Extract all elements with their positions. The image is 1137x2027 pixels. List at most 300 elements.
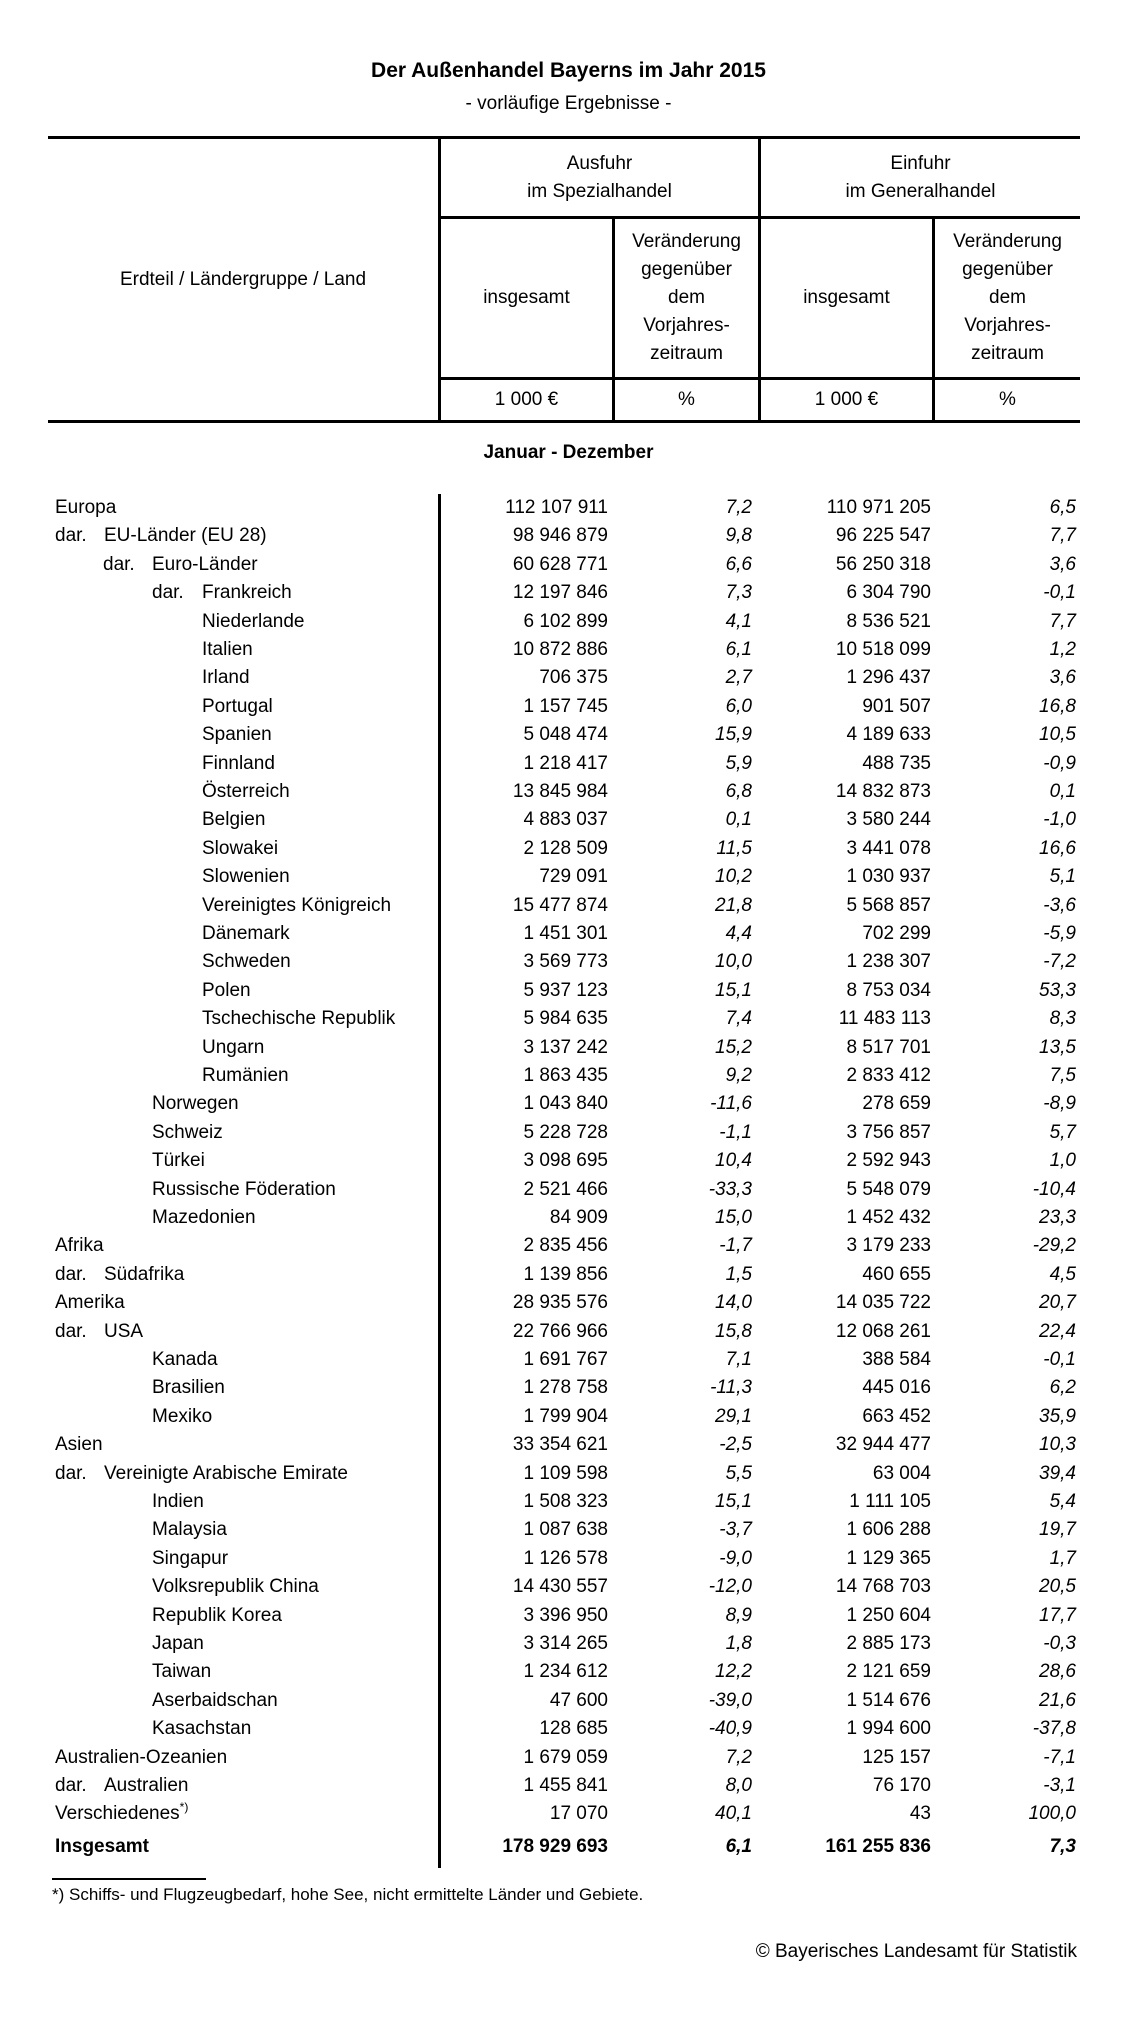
row-label [152, 1573, 319, 1601]
row-label [202, 664, 250, 692]
export-total-value: 10 872 886 [512, 639, 608, 660]
row-prefix: dar. [55, 1462, 87, 1484]
row-label-text: Aserbaidschan [152, 1689, 278, 1711]
export-total-value: 1 087 638 [523, 1519, 608, 1541]
unit-text: % [999, 389, 1016, 410]
table-row [0, 1602, 1137, 1630]
row-label-text: Belgien [202, 809, 266, 831]
table-row [0, 1431, 1137, 1459]
import-change-value: 21,6 [1039, 1689, 1076, 1711]
import-total-value: 56 250 318 [835, 553, 931, 575]
table-row [0, 1034, 1137, 1062]
row-label-text: Türkei [152, 1150, 205, 1172]
export-total-value: 5 937 123 [523, 979, 608, 1001]
table-row [0, 1715, 1137, 1743]
export-change-value: 8,9 [725, 1604, 752, 1626]
export-total-header-text: insgesamt [483, 287, 570, 308]
row-label [152, 1346, 218, 1374]
import-change-value: 7,5 [1049, 1065, 1076, 1086]
row-label [152, 1545, 228, 1573]
table-row [0, 1204, 1137, 1232]
import-total-value: 11 483 113 [838, 1008, 931, 1030]
import-total-value: 1 250 604 [846, 1604, 931, 1626]
table-row [0, 1744, 1137, 1772]
export-total-value: 706 375 [539, 667, 608, 689]
import-total-value: 14 768 703 [835, 1576, 931, 1598]
import-change-value: -7,1 [1043, 1746, 1076, 1768]
export-change-value: -11,6 [710, 1093, 752, 1115]
row-label [202, 608, 304, 636]
row-label [202, 778, 290, 806]
table-row [0, 551, 1137, 579]
import-total-value: 388 584 [862, 1349, 931, 1370]
row-label [104, 522, 267, 550]
import-total-value: 278 659 [862, 1093, 931, 1115]
row-label-text: Slowenien [202, 866, 290, 888]
import-total-value: 663 452 [862, 1405, 931, 1427]
row-label-text: Indien [152, 1491, 204, 1512]
export-change-value: 12,2 [715, 1661, 752, 1683]
table-row [0, 522, 1137, 550]
row-label [152, 1090, 239, 1118]
export-total-value: 4 883 037 [523, 809, 608, 831]
import-change-value: 1,7 [1049, 1547, 1076, 1569]
table-row [0, 778, 1137, 806]
row-label-text: Asien [55, 1434, 103, 1456]
import-change-value: 6,5 [1049, 497, 1076, 518]
row-label-text: Republik Korea [152, 1604, 282, 1626]
row-label [202, 693, 273, 721]
import-change-value: -37,8 [1032, 1718, 1076, 1740]
export-total-value: 13 845 984 [512, 781, 608, 802]
import-total-value: 8 753 034 [846, 979, 931, 1001]
table-row [0, 1232, 1137, 1260]
export-change-value: 10,2 [715, 866, 752, 888]
export-change-value: 10,4 [715, 1150, 752, 1172]
table-row [0, 863, 1137, 891]
import-total-value: 1 606 288 [846, 1519, 931, 1541]
table-row [0, 1630, 1137, 1658]
import-change-value: 16,8 [1039, 695, 1076, 717]
row-prefix: dar. [55, 1263, 87, 1285]
total-row [0, 1833, 1137, 1861]
footnote: *) Schiffs- und Flugzeugbedarf, hohe See, nicht ermittelte Länder und Gebiete. [52, 1885, 644, 1904]
import-change-value: 17,7 [1039, 1604, 1076, 1626]
row-label [202, 1005, 395, 1033]
table-row [0, 835, 1137, 863]
change-header-line: dem [989, 287, 1026, 308]
table-row [0, 1403, 1137, 1431]
export-change-value: 15,1 [715, 979, 752, 1001]
import-total-value: 12 068 261 [835, 1320, 931, 1342]
export-change-value: 5,5 [725, 1462, 752, 1484]
table-row [0, 721, 1137, 749]
import-total-value: 2 885 173 [846, 1633, 931, 1654]
row-label-text: Rumänien [202, 1065, 289, 1086]
row-label-text: Singapur [152, 1547, 229, 1569]
export-change-value: -1,1 [719, 1121, 752, 1143]
export-change-value: 6,6 [725, 553, 752, 575]
export-total-value: 12 197 846 [512, 582, 608, 604]
row-prefix: dar. [55, 1775, 87, 1796]
change-header-line: gegenüber [962, 259, 1053, 280]
import-total-value: 161 255 836 [825, 1836, 931, 1857]
export-total-value: 1 451 301 [523, 923, 608, 944]
import-change-value: 5,7 [1049, 1121, 1076, 1143]
export-total-value: 1 278 758 [523, 1377, 608, 1399]
import-change-value: 1,2 [1049, 639, 1076, 660]
export-total-value: 178 929 693 [502, 1836, 608, 1857]
import-group-header [761, 139, 1080, 216]
export-total-value: 14 430 557 [512, 1576, 608, 1598]
import-change-value: 7,7 [1049, 610, 1076, 632]
export-change-value: 2,7 [725, 667, 752, 689]
import-change-value: -1,0 [1043, 809, 1076, 831]
row-label-text: Mazedonien [152, 1207, 256, 1228]
row-label-text: Ungarn [202, 1036, 265, 1058]
change-header-line: zeitraum [971, 343, 1044, 364]
table-row [0, 636, 1137, 664]
import-change-value: -7,2 [1043, 951, 1076, 973]
export-total-value: 47 600 [549, 1689, 608, 1711]
import-change-value: 7,3 [1049, 1836, 1076, 1857]
export-change-value: 7,2 [725, 497, 752, 518]
import-change-value: 23,3 [1039, 1207, 1076, 1228]
import-total-value: 901 507 [862, 695, 931, 717]
export-change-value: 21,8 [715, 894, 752, 916]
row-label-text: Australien-Ozeanien [55, 1746, 228, 1768]
export-change-value: 10,0 [715, 951, 752, 973]
export-total-value: 1 126 578 [523, 1547, 608, 1569]
import-group-line: im Generalhandel [845, 180, 996, 202]
row-label [152, 1602, 282, 1630]
export-change-value: 15,2 [715, 1036, 752, 1058]
row-label-text: Vereinigtes Königreich [202, 894, 392, 916]
row-label-text: Niederlande [202, 610, 305, 632]
table-row [0, 892, 1137, 920]
import-total-value: 1 994 600 [846, 1718, 931, 1740]
export-change-value: 8,0 [725, 1775, 752, 1796]
export-total-value: 1 508 323 [523, 1491, 608, 1512]
export-total-value: 3 137 242 [523, 1036, 608, 1058]
export-total-value: 2 128 509 [523, 837, 608, 859]
import-change-value: -3,6 [1043, 894, 1076, 916]
row-label-text: Tschechische Republik [202, 1008, 396, 1030]
import-total-value: 1 111 105 [849, 1491, 931, 1512]
import-pct-unit [935, 380, 1080, 420]
export-change-value: 9,2 [725, 1065, 752, 1086]
row-label-text: Schweden [202, 951, 291, 973]
export-total-value: 60 628 771 [512, 553, 608, 575]
import-change-value: 20,7 [1039, 1292, 1076, 1314]
import-change-value: -8,9 [1043, 1093, 1076, 1115]
table-row [0, 1318, 1137, 1346]
row-label [202, 579, 292, 607]
row-label-text: Euro-Länder [152, 553, 258, 575]
export-change-value: 11,5 [716, 837, 752, 859]
row-label-text: Spanien [202, 724, 272, 746]
row-label [104, 1318, 143, 1346]
import-change-value: 35,9 [1039, 1405, 1076, 1427]
row-label-text: EU-Länder (EU 28) [104, 525, 267, 547]
row-label-text: Italien [202, 639, 253, 660]
row-label-text: Australien [104, 1775, 189, 1796]
row-label [55, 1289, 125, 1317]
row-label [152, 1630, 204, 1658]
export-change-value: 4,4 [725, 923, 752, 944]
row-prefix: dar. [55, 525, 87, 547]
import-change-value: 4,5 [1049, 1263, 1076, 1285]
change-header-line: Vorjahres- [643, 315, 730, 336]
row-label [202, 948, 291, 976]
import-total-value: 3 756 857 [846, 1121, 931, 1143]
export-change-value: 15,1 [715, 1491, 752, 1512]
export-change-value: -1,7 [719, 1235, 752, 1257]
row-label-text: USA [104, 1320, 144, 1342]
row-label-text: Japan [152, 1633, 204, 1654]
unit-text: % [678, 389, 695, 410]
import-total-value: 1 238 307 [846, 951, 931, 973]
import-change-value: 0,1 [1049, 781, 1076, 802]
table-row [0, 608, 1137, 636]
row-label [152, 1176, 336, 1204]
total-label: Insgesamt [55, 1836, 149, 1857]
row-label-text: Österreich [202, 781, 290, 802]
row-label [152, 1147, 205, 1175]
export-change-value: 4,1 [725, 610, 752, 632]
table-row [0, 1573, 1137, 1601]
page-title: Der Außenhandel Bayerns im Jahr 2015 [371, 59, 766, 82]
row-label-text: Portugal [202, 695, 273, 717]
row-label-text: Kanada [152, 1349, 218, 1370]
table-row [0, 1119, 1137, 1147]
row-prefix: dar. [103, 553, 135, 575]
table-row [0, 664, 1137, 692]
export-total-value: 112 107 911 [505, 497, 608, 518]
export-total-value: 3 396 950 [523, 1604, 608, 1626]
import-change-value: 5,4 [1049, 1491, 1076, 1512]
import-change-value: -0,9 [1043, 752, 1076, 774]
export-change-value: 7,1 [725, 1349, 752, 1370]
import-total-value: 5 568 857 [846, 894, 931, 916]
import-total-value: 8 536 521 [846, 610, 931, 632]
row-label [152, 1119, 223, 1147]
row-label [152, 1374, 225, 1402]
import-change-value: 100,0 [1028, 1803, 1076, 1825]
change-header-line: zeitraum [650, 343, 723, 364]
import-total-value: 2 592 943 [846, 1150, 931, 1172]
import-total-value: 488 735 [862, 752, 931, 774]
row-prefix: dar. [55, 1320, 87, 1342]
import-total-value: 1 514 676 [846, 1689, 931, 1711]
export-change-value: 15,8 [715, 1320, 752, 1342]
table-row [0, 1545, 1137, 1573]
import-unit [761, 380, 932, 420]
export-change-value: -12,0 [708, 1576, 752, 1598]
import-total-value: 10 518 099 [835, 639, 931, 660]
row-label [55, 1232, 104, 1260]
table-row [0, 1346, 1137, 1374]
row-label [202, 1034, 264, 1062]
export-change-value: -2,5 [719, 1434, 752, 1456]
table-row [0, 1261, 1137, 1289]
row-label-text: Russische Föderation [152, 1178, 336, 1200]
table-row [0, 494, 1137, 522]
import-change-value: 8,3 [1049, 1008, 1076, 1030]
import-total-header [761, 219, 932, 377]
import-total-value: 2 121 659 [846, 1661, 931, 1683]
export-pct-unit [615, 380, 758, 420]
import-change-value: 19,7 [1039, 1519, 1076, 1541]
import-total-value: 3 441 078 [846, 837, 931, 859]
import-change-value: -29,2 [1032, 1235, 1076, 1257]
export-change-value: 0,1 [725, 809, 752, 831]
import-total-value: 1 296 437 [846, 667, 931, 689]
row-label-text: Kasachstan [152, 1718, 252, 1740]
import-total-value: 125 157 [862, 1746, 931, 1768]
row-label [202, 863, 290, 891]
import-change-value: -0,1 [1043, 582, 1076, 604]
row-label-header-text: Erdteil / Ländergruppe / Land [119, 269, 367, 290]
row-label [152, 1658, 211, 1686]
export-total-value: 3 569 773 [523, 951, 608, 973]
import-total-value: 63 004 [872, 1462, 931, 1484]
export-total-value: 1 234 612 [523, 1661, 608, 1683]
export-change-value: 14,0 [715, 1292, 752, 1314]
table-row [0, 1516, 1137, 1544]
export-group-header [441, 139, 758, 216]
import-change-value: 6,2 [1049, 1377, 1076, 1399]
export-total-value: 128 685 [539, 1718, 608, 1740]
row-label [152, 1403, 212, 1431]
import-total-value: 2 833 412 [846, 1065, 931, 1086]
import-change-value: 10,5 [1039, 724, 1076, 746]
export-total-value: 5 228 728 [523, 1121, 608, 1143]
export-total-value: 3 098 695 [523, 1150, 608, 1172]
import-total-value: 14 035 722 [835, 1292, 931, 1314]
export-total-value: 1 109 598 [523, 1462, 608, 1484]
import-change-value: -0,1 [1043, 1349, 1076, 1370]
export-change-value: 7,2 [725, 1746, 752, 1768]
export-total-value: 15 477 874 [512, 894, 608, 916]
export-total-value: 17 070 [549, 1803, 608, 1825]
import-total-value: 96 225 547 [835, 525, 931, 547]
table-row [0, 806, 1137, 834]
row-label [202, 721, 272, 749]
table-row [0, 1090, 1137, 1118]
row-label-text: Schweiz [152, 1121, 223, 1143]
export-total-value: 5 984 635 [523, 1008, 608, 1030]
row-prefix: dar. [152, 582, 184, 604]
export-total-value: 5 048 474 [523, 724, 608, 746]
export-total-value: 1 679 059 [523, 1746, 608, 1768]
row-label [202, 636, 253, 664]
import-change-value: 1,0 [1049, 1150, 1076, 1172]
footnote-rule [52, 1878, 206, 1880]
import-total-value: 8 517 701 [846, 1036, 931, 1058]
import-total-value: 702 299 [862, 923, 931, 944]
import-change-value: 3,6 [1049, 553, 1076, 575]
export-total-value: 1 799 904 [523, 1405, 608, 1427]
export-total-value: 84 909 [549, 1207, 608, 1228]
export-total-value: 6 102 899 [523, 610, 608, 632]
row-label [202, 920, 290, 948]
export-change-value: 9,8 [725, 525, 752, 547]
export-total-value: 1 139 856 [523, 1263, 608, 1285]
change-header-line: Vorjahres- [964, 315, 1051, 336]
row-label-text: Slowakei [202, 837, 279, 859]
import-total-value: 4 189 633 [846, 724, 931, 746]
import-change-value: -5,9 [1043, 923, 1076, 944]
export-total-value: 2 521 466 [523, 1178, 608, 1200]
import-change-value: 10,3 [1039, 1434, 1076, 1456]
row-label [202, 892, 391, 920]
row-label-text: Europa [55, 497, 117, 518]
import-total-value: 3 580 244 [846, 809, 931, 831]
table-row [0, 1374, 1137, 1402]
row-label-text: Volksrepublik China [152, 1576, 319, 1598]
export-change-value: -9,0 [719, 1547, 752, 1569]
row-label [202, 1062, 289, 1090]
row-label [152, 551, 258, 579]
row-label [202, 835, 278, 863]
export-change-value: 1,8 [725, 1633, 752, 1654]
import-total-value: 14 832 873 [835, 781, 931, 802]
export-change-header [615, 219, 758, 377]
change-header-line: dem [668, 287, 705, 308]
table-row [0, 1488, 1137, 1516]
import-total-value: 1 030 937 [846, 866, 931, 888]
table-row [0, 1062, 1137, 1090]
row-label [152, 1516, 227, 1544]
import-change-value: 7,7 [1049, 525, 1076, 547]
row-label-text: Frankreich [202, 582, 292, 604]
row-label [55, 1744, 227, 1772]
import-total-value: 43 [909, 1803, 931, 1825]
table-row [0, 1005, 1137, 1033]
change-header-line: gegenüber [641, 259, 732, 280]
export-total-value: 1 455 841 [523, 1775, 608, 1796]
table-row [0, 1687, 1137, 1715]
row-label-text: Verschiedenes [55, 1803, 180, 1825]
export-total-value: 28 935 576 [512, 1292, 608, 1314]
row-label-text: Polen [202, 979, 251, 1001]
import-change-value: 3,6 [1049, 667, 1076, 689]
row-label-text: Afrika [55, 1235, 104, 1257]
export-change-value: -33,3 [708, 1178, 752, 1200]
export-change-value: 5,9 [725, 752, 752, 774]
import-change-header [935, 219, 1080, 377]
table-row [0, 1176, 1137, 1204]
export-total-value: 3 314 265 [523, 1633, 608, 1654]
export-change-value: -39,0 [708, 1689, 752, 1711]
row-label [202, 750, 275, 778]
export-total-header [441, 219, 612, 377]
import-change-value: -10,4 [1032, 1178, 1076, 1200]
export-total-value: 1 691 767 [523, 1349, 608, 1370]
row-label [55, 494, 116, 522]
export-change-value: 15,0 [715, 1207, 752, 1228]
import-total-value: 110 971 205 [826, 497, 931, 518]
export-change-value: -40,9 [708, 1718, 752, 1740]
export-change-value: 29,1 [715, 1405, 752, 1427]
table-row [0, 1147, 1137, 1175]
table-row [0, 1460, 1137, 1488]
export-change-value: 6,1 [725, 639, 752, 660]
import-total-value: 1 129 365 [846, 1547, 931, 1569]
export-change-value: 1,5 [725, 1263, 752, 1285]
export-group-line: Ausfuhr [566, 152, 633, 174]
